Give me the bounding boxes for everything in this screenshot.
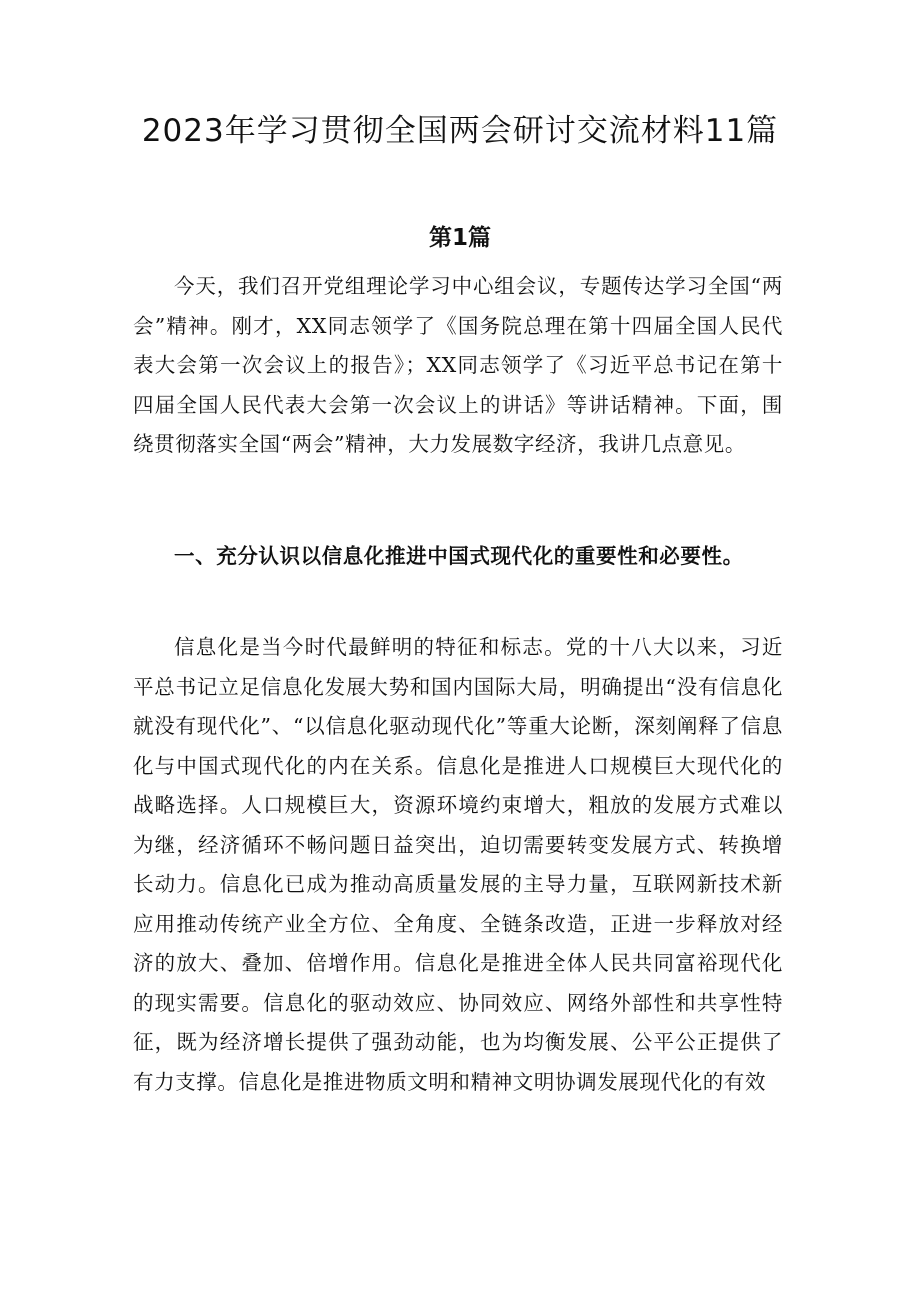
document-title: 2023年学习贯彻全国两会研讨交流材料11篇: [141, 113, 779, 149]
section-heading: 一、充分认识以信息化推进中国式现代化的重要性和必要性。: [174, 544, 744, 568]
part-heading: 第1篇: [428, 225, 491, 251]
section-paragraph: 信息化是当今时代最鲜明的特征和标志。党的十八大以来，习近平总书记立足信息化发展大势和国内国际大局，明确提出“没有信息化就没有现代化”、“以信息化驱动现代化”等重大论断，深刻阐释了信息化与中国式现代化的内在关系。信息化是推进人口规模巨大现代化的战略选择。人口规模巨大，资源环境约束增大，粗放的发展方式难以为继，经济循环不畅问题日益突出，迫切需要转变发展方式、转换增长动力。信息化已成为推动高质量发展的主导力量，互联网新技术新应用推动传统产业全方位、全角度、全链条改造，正进一步释放对经济的放大、叠加、倍增作用。信息化是推进全体人民共同富裕现代化的现实需要。信息化的驱动效应、协同效应、网络外部性和共享性特征，既为经济增长提供了强劲动能，也为均衡发展、公平公正提供了有力支撑。信息化是推进物质文明和精神文明协调发展现代化的有效: [133, 635, 783, 1094]
intro-paragraph: 今天，我们召开党组理论学习中心组会议，专题传达学习全国“两会”精神。刚才，XX同志领学了《国务院总理在第十四届全国人民代表大会第一次会议上的报告》；XX同志领学了《习近平总书记在第十四届全国人民代表大会第一次会议上的讲话》等讲话精神。下面，围绕贯彻落实全国“两会”精神，大力发展数字经济，我讲几点意见。: [133, 274, 783, 456]
